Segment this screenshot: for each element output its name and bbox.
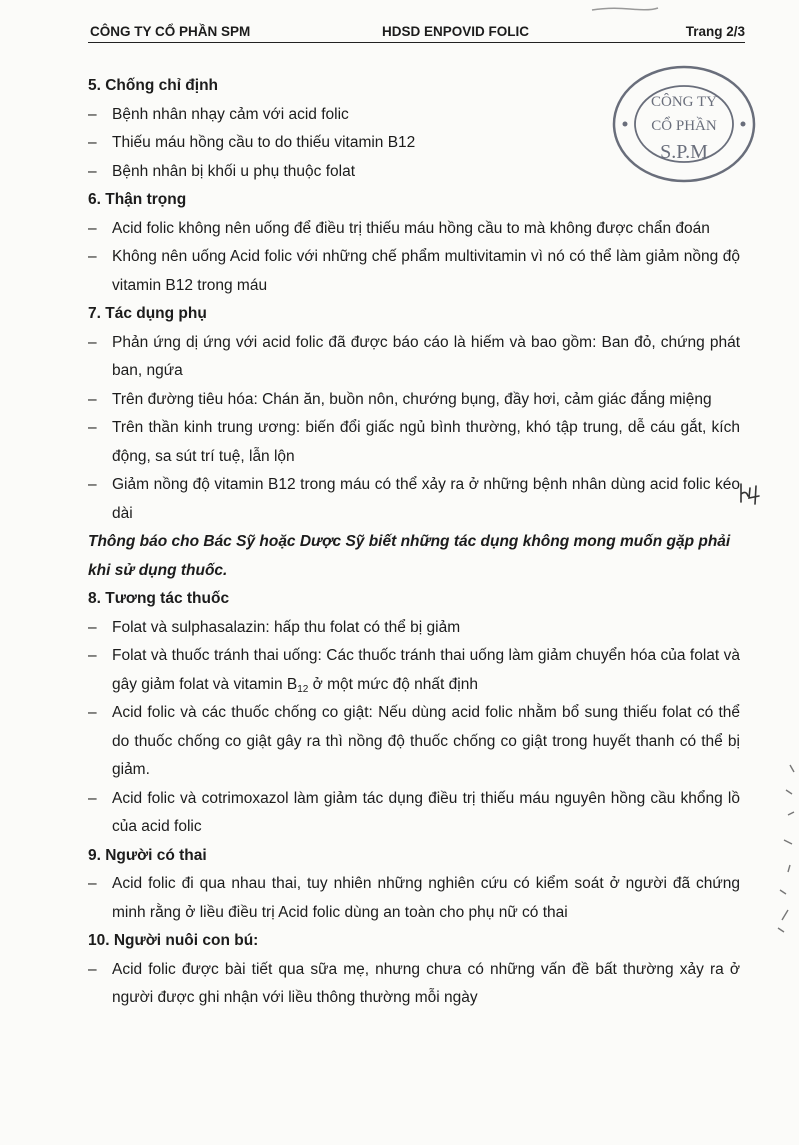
- list-item: – Acid folic đi qua nhau thai, tuy nhiên những nghiên cứu có kiểm soát ở người đã chứng minh rằng ở liều điều trị Acid folic dùng an toàn cho phụ nữ có thai: [88, 875, 740, 921]
- section-contraindications-title: 5. Chống chỉ định: [88, 77, 219, 94]
- svg-text:CÔNG TY: CÔNG TY: [651, 94, 717, 110]
- list-item: – Folat và sulphasalazin: hấp thu folat có thể bị giảm: [88, 618, 461, 636]
- svg-text:CỔ PHẦN: CỔ PHẦN: [651, 118, 717, 134]
- list-item: – Trên thần kinh trung ương: biến đổi giấc ngủ bình thường, khó tập trung, dễ cáu gắt, kích động, sa sút trí tuệ, lẫn lộn: [88, 419, 740, 465]
- list-item: – Acid folic và các thuốc chống co giật: Nếu dùng acid folic nhằm bổ sung thiếu folat có thể do thuốc chống co giật gây ra thì nồng độ thuốc chống co giật trong huyết thanh có thể bị giảm.: [88, 704, 740, 778]
- document-title: HDSD ENPOVID FOLIC: [382, 24, 530, 39]
- section-side-effects-title: 7. Tác dụng phụ: [88, 305, 207, 322]
- list-item: – Trên đường tiêu hóa: Chán ăn, buồn nôn, chướng bụng, đầy hơi, cảm giác đắng miệng: [88, 390, 712, 408]
- header-divider: [88, 42, 745, 43]
- scan-edge-marks: [770, 760, 799, 940]
- document-body: [88, 72, 740, 1013]
- list-item: – Phản ứng dị ứng với acid folic đã được báo cáo là hiếm và bao gồm: Ban đỏ, chứng phát ban, ngứa: [88, 333, 740, 379]
- company-name: CÔNG TY CỔ PHẦN SPM: [90, 24, 251, 39]
- side-effects-notice: Thông báo cho Bác Sỹ hoặc Dược Sỹ biết những tác dụng không mong muốn gặp phải khi sử dụng thuốc.: [88, 533, 731, 579]
- subscript: 12: [297, 683, 309, 695]
- section-interactions-title: 8. Tương tác thuốc: [88, 590, 230, 607]
- list-item: – Acid folic được bài tiết qua sữa mẹ, nhưng chưa có những vấn đề bất thường xảy ra ở người được ghi nhận với liều thông thường mỗi ngày: [88, 960, 740, 1006]
- section-breastfeeding-title: 10. Người nuôi con bú:: [88, 932, 259, 949]
- handwritten-annotation: [735, 478, 765, 508]
- svg-text:S.P.M: S.P.M: [660, 141, 708, 163]
- list-item: – Không nên uống Acid folic với những chế phẩm multivitamin vì nó có thể làm giảm nồng độ vitamin B12 trong máu: [88, 248, 740, 294]
- list-item: – Acid folic không nên uống để điều trị thiếu máu hồng cầu to mà không được chẩn đoán: [88, 219, 710, 237]
- list-item: – Bệnh nhân bị khối u phụ thuộc folat: [88, 162, 356, 180]
- section-precautions-title: 6. Thận trọng: [88, 191, 187, 208]
- list-item: – Acid folic và cotrimoxazol làm giảm tác dụng điều trị thiếu máu nguyên hồng cầu khổng lồ của acid folic: [88, 789, 740, 835]
- page-header: [90, 24, 745, 40]
- section-pregnancy-title: 9. Người có thai: [88, 846, 207, 864]
- list-item: – Bệnh nhân nhạy cảm với acid folic: [88, 105, 349, 123]
- page-number: Trang 2/3: [685, 24, 745, 39]
- scan-mark: [590, 4, 660, 14]
- list-item: – Folat và thuốc tránh thai uống: Các thuốc tránh thai uống làm giảm chuyển hóa của folat và gây giảm folat và vitamin $B_{12}$ ở một mức độ nhất định: [88, 647, 740, 695]
- list-item: – Thiếu máu hồng cầu to do thiếu vitamin B12: [88, 134, 416, 151]
- list-item: – Giảm nồng độ vitamin B12 trong máu có thể xảy ra ở những bệnh nhân dùng acid folic kéo dài: [88, 476, 740, 522]
